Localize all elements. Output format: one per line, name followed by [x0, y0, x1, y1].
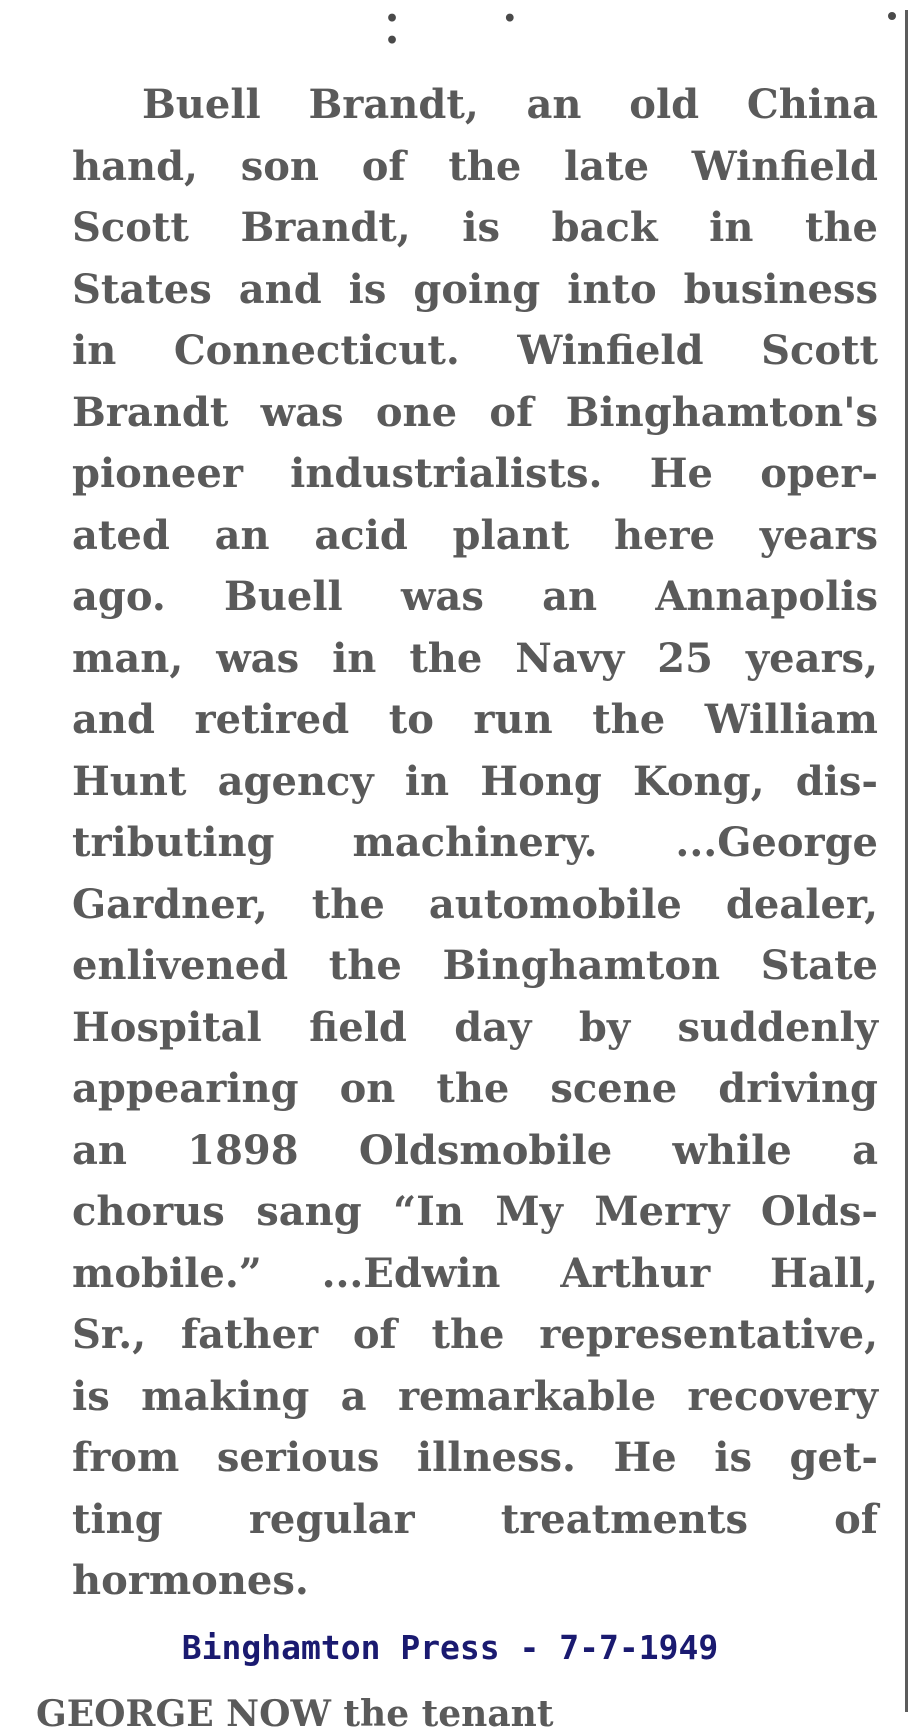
- clipping-line: Hospital field day by suddenly: [72, 1003, 878, 1051]
- clipping-line: ago. Buell was an Annapolis: [72, 573, 878, 620]
- clipping-line: tributing machinery. ...George: [72, 819, 878, 866]
- clipping-line: Buell Brandt, an old China: [142, 81, 878, 128]
- clipping-line: States and is going into business: [72, 265, 878, 313]
- clipping-line: hormones.: [72, 1557, 309, 1604]
- clipping-line: Brandt was one of Binghamton's: [72, 388, 878, 436]
- next-clipping-text: GEORGE NOW the tenant: [36, 1693, 554, 1735]
- clipping-line: an 1898 Oldsmobile while a: [72, 1126, 878, 1174]
- section-separator: • • •: [385, 6, 565, 54]
- clipping-line: hand, son of the late Winfield: [72, 142, 878, 190]
- clipping-line: in Connecticut. Winfield Scott: [72, 327, 878, 374]
- clipping-line: Gardner, the automobile dealer,: [72, 880, 878, 928]
- corner-dot: [888, 12, 896, 20]
- clipping-line: pioneer industrialists. He oper-: [72, 450, 878, 497]
- clipping-line: appearing on the scene driving: [72, 1065, 878, 1112]
- clipping-line: ting regular treatments of: [72, 1495, 878, 1543]
- clipping-line: is making a remarkable recovery: [72, 1372, 878, 1420]
- clipping-line: mobile.” ...Edwin Arthur Hall,: [72, 1249, 878, 1297]
- clipping-line: from serious illness. He is get-: [72, 1434, 878, 1481]
- source-caption: Binghamton Press - 7-7-1949: [181, 1628, 719, 1667]
- next-clipping-fragment: [36, 1693, 896, 1735]
- clipping-line: and retired to run the William: [72, 696, 878, 743]
- clipping-line: man, was in the Navy 25 years,: [72, 634, 878, 682]
- newspaper-clipping: [72, 74, 878, 1612]
- clipping-line: Scott Brandt, is back in the: [72, 204, 878, 251]
- clipping-line: Sr., father of the representative,: [72, 1311, 878, 1358]
- clipping-line: ated an acid plant here years: [72, 511, 878, 559]
- column-rule: [905, 10, 908, 1712]
- clipping-line: Hunt agency in Hong Kong, dis-: [72, 757, 878, 805]
- clipping-line: enlivened the Binghamton State: [72, 942, 878, 989]
- clipping-line: chorus sang “In My Merry Olds-: [72, 1188, 878, 1235]
